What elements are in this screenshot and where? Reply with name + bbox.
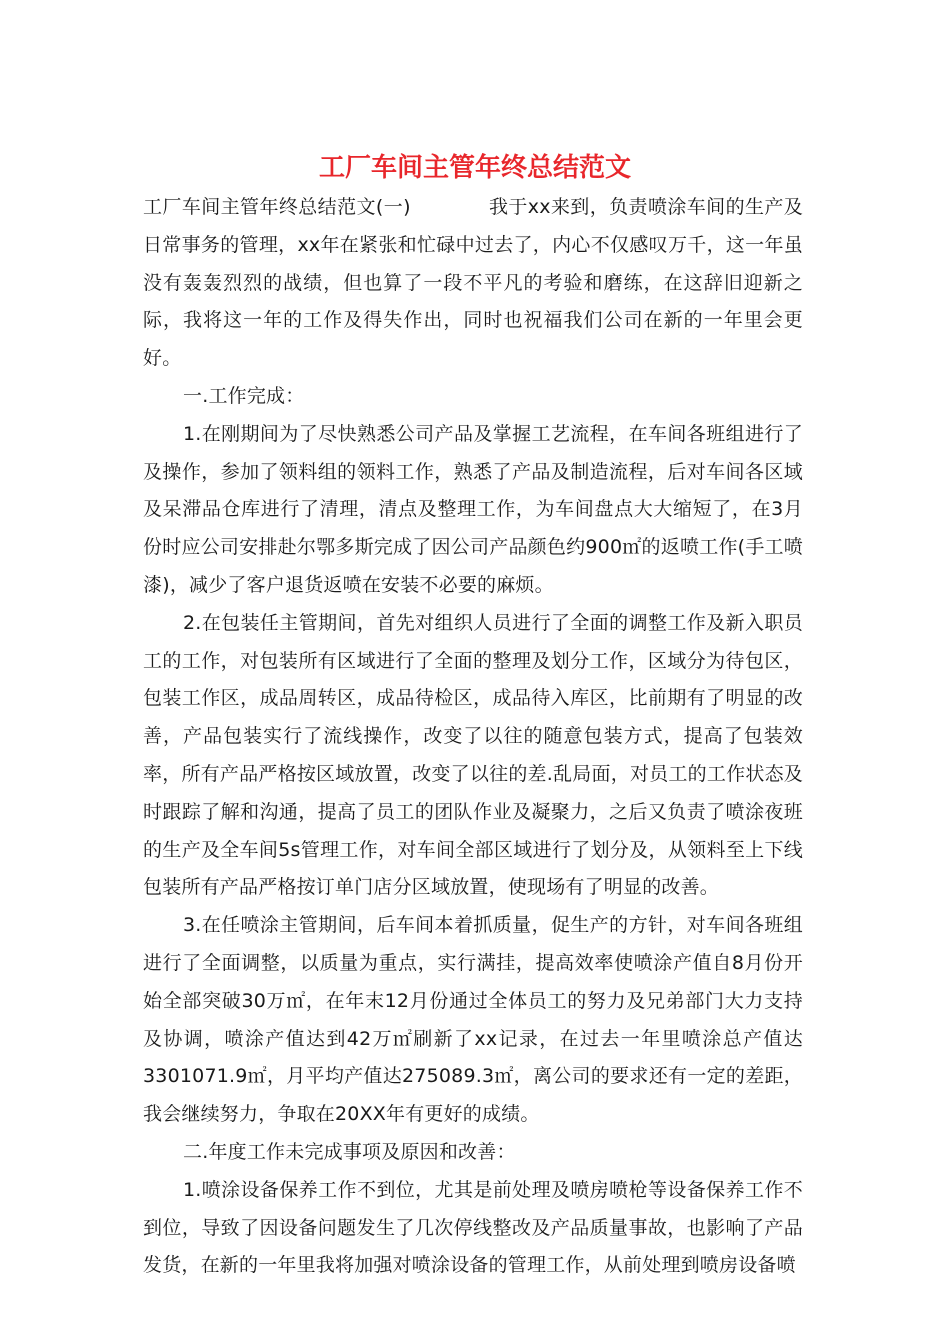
document-body (143, 189, 803, 1285)
section1-item2: 2.在包装任主管期间，首先对组织人员进行了全面的调整工作及新入职员工的工作，对包装所有区域进行了全面的整理及划分工作，区域分为待包区，包装工作区，成品周转区，成品待检区，成品待入库区，比前期有了明显的改善，产品包装实行了流线操作，改变了以往的随意包装方式，提高了包装效率，所有产品严格按区域放置，改变了以往的差.乱局面，对员工的工作状态及时跟踪了解和沟通，提高了员工的团队作业及凝聚力，之后又负责了喷涂夜班的生产及全车间5s管理工作，对车间全部区域进行了划分及，从领料至上下线包装所有产品严格按订单门店分区域放置，使现场有了明显的改善。 (143, 611, 803, 899)
document-title: 工厂车间主管年终总结范文 (318, 153, 631, 183)
section1-item3: 3.在任喷涂主管期间，后车间本着抓质量，促生产的方针，对车间各班组进行了全面调整，以质量为重点，实行满挂，提高效率使喷涂产值自8月份开始全部突破30万㎡，在年末12月份通过全体员工的努力及兄弟部门大力支持及协调，喷涂产值达到42万㎡刷新了xx记录，在过去一年里喷涂总产值达3301071.9㎡，月平均产值达275089.3㎡，离公司的要求还有一定的差距，我会继续努力，争取在20XX年有更好的成绩。 (143, 914, 803, 1126)
intro-label: 工厂车间主管年终总结范文(一) (143, 196, 411, 218)
section2-item1: 1.喷涂设备保养工作不到位，尤其是前处理及喷房喷枪等设备保养工作不到位，导致了因设备问题发生了几次停线整改及产品质量事故，也影响了产品发货，在新的一年里我将加强对喷涂设备的管理工作，从前处理到喷房设备喷 (143, 1178, 803, 1277)
intro-paragraph (143, 189, 803, 378)
section1-item1: 1.在刚期间为了尽快熟悉公司产品及掌握工艺流程，在车间各班组进行了及操作，参加了领料组的领料工作，熟悉了产品及制造流程，后对车间各区域及呆滞品仓库进行了清理，清点及整理工作，为车间盘点大大缩短了，在3月份时应公司安排赴尔鄂多斯完成了因公司产品颜色约900㎡的返喷工作(手工喷漆)，减少了客户退货返喷在安装不必要的麻烦。 (143, 422, 803, 596)
intro-text: 我于xx来到，负责喷涂车间的生产及日常事务的管理，xx年在紧张和忙碌中过去了，内心不仅感叹万千，这一年虽没有轰轰烈烈的战绩，但也算了一段不平凡的考验和磨练，在这辞旧迎新之际，我将这一年的工作及得失作出，同时也祝福我们公司在新的一年里会更好。 (143, 196, 804, 370)
section2-heading: 二.年度工作未完成事项及原因和改善： (183, 1140, 516, 1163)
section1-heading: 一.工作完成： (183, 384, 305, 407)
